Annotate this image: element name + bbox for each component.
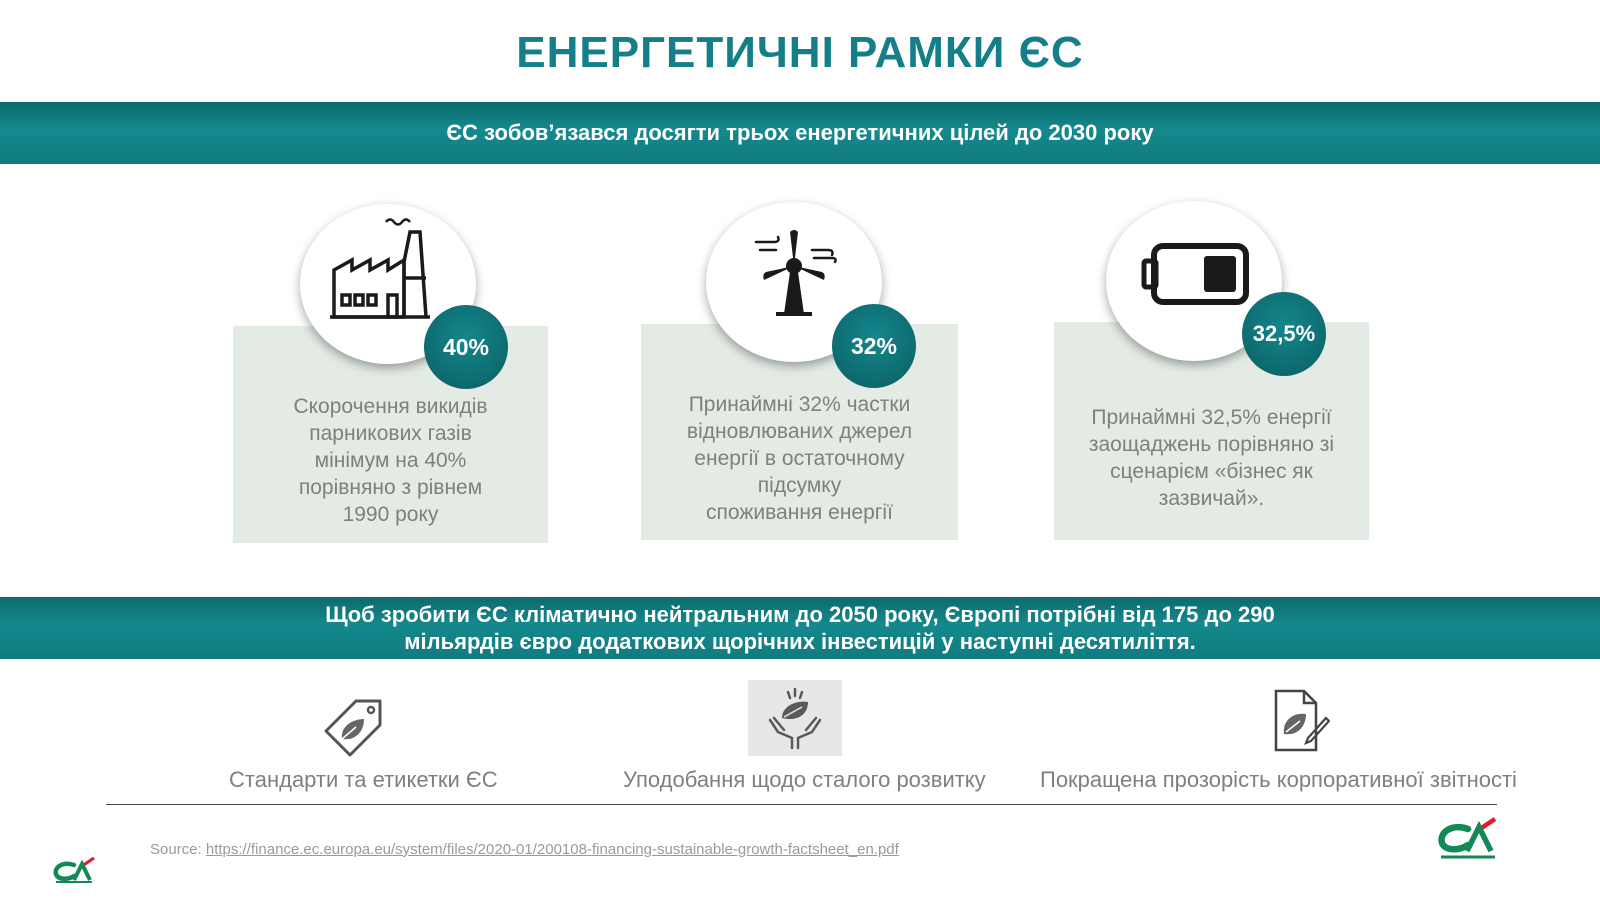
target-badge-renewables: 32%	[832, 304, 916, 388]
source-note	[150, 841, 899, 858]
target-text-emissions: Скорочення викидів парникових газів мінімум на 40% порівняно з рівнем 1990 року	[293, 395, 488, 526]
bottom-banner	[0, 597, 1600, 659]
hands-leaf-icon	[748, 680, 842, 756]
source-link[interactable]: https://finance.ec.europa.eu/system/files/2020-01/200108-financing-sustainable-growth-factsheet_en.pdf	[205, 841, 899, 858]
page-title: ЕНЕРГЕТИЧНІ РАМКИ ЄС	[516, 28, 1084, 77]
source-label: Source:	[150, 841, 206, 858]
target-text-efficiency: Принаймні 32,5% енергії заощаджень порівняно зі сценарієм «бізнес як зазвичай».	[1088, 406, 1335, 510]
measure-label-preferences: Уподобання щодо сталого розвитку	[623, 767, 986, 792]
bottom-banner-line-2: мільярдів євро додаткових щорічних інвестицій у наступні десятиліття.	[404, 629, 1196, 654]
top-banner: ЄС зобов’язався досягти трьох енергетичних цілей до 2030 року	[0, 102, 1600, 164]
ca-logo-large-icon	[1437, 817, 1499, 864]
eco-tag-icon	[322, 697, 384, 764]
ca-logo-small-icon	[52, 856, 96, 889]
bottom-banner-line-1: Щоб зробити ЄС кліматично нейтральним до 2050 року, Європі потрібні від 175 до 290	[325, 602, 1275, 627]
measure-label-standards: Стандарти та етикетки ЄС	[229, 767, 498, 792]
target-badge-emissions: 40%	[424, 305, 508, 389]
target-text-renewables: Принаймні 32% частки відновлюваних джерел енергії в остаточному підсумку споживання енергії	[686, 393, 913, 524]
eco-document-icon	[1272, 688, 1330, 759]
target-badge-efficiency: 32,5%	[1242, 292, 1326, 376]
divider-line	[106, 804, 1497, 805]
measure-label-transparency: Покращена прозорість корпоративної звітності	[1040, 767, 1517, 792]
